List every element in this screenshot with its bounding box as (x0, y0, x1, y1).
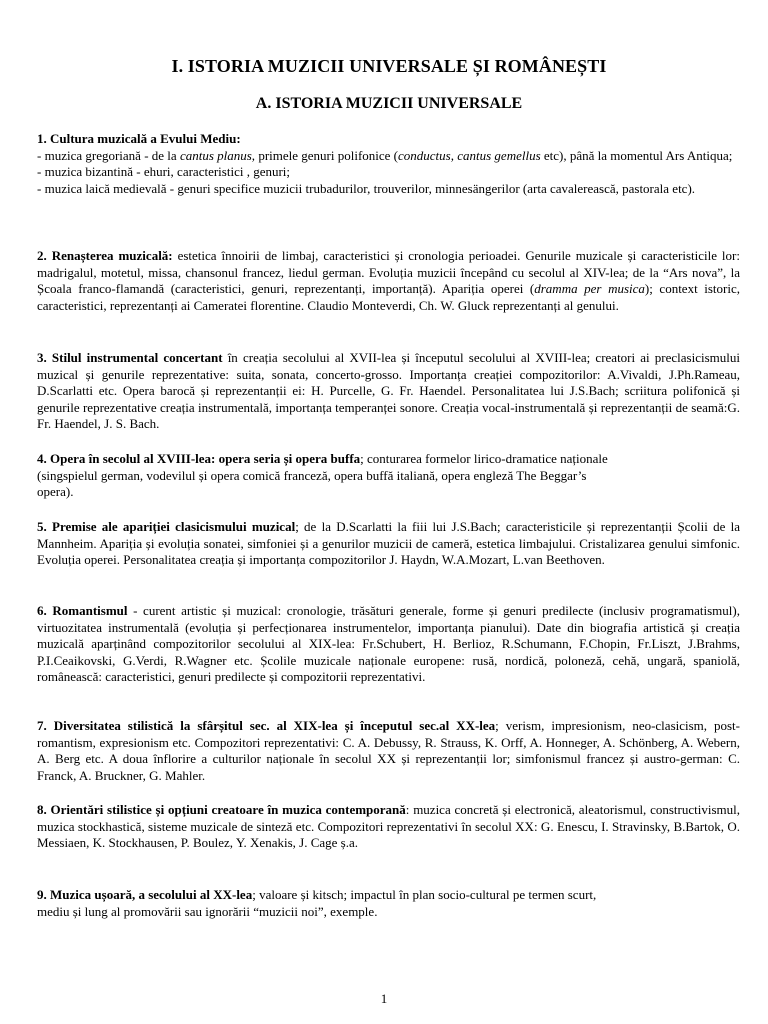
section-9 (37, 887, 740, 920)
section-6: 6. Romantismul - curent artistic și muzical: cronologie, trăsături generale, forme și genuri predilecte (inclusiv programatismul), virtuozitatea instrumentală (evoluția și perfecționarea instrumentelor, importanța pianului). Date din biografia artistică și creația muzicală aparținând compozitorilor secolului al XIX-lea: Fr.Schubert, H. Berlioz, R.Schumann, F.Chopin, Fr.Liszt, J.Brahms, P.I.Ceaikovski, G.Verdi, R.Wagner etc. Școlile muzicale naționale europene: rusă, nordică, poloneză, cehă, ungară, spaniolă, românească: caracteristici, genuri predilecte și compozitorii reprezentativi. (37, 603, 740, 685)
section-1-heading: 1. Cultura muzicală a Evului Mediu: (37, 131, 241, 146)
section-5: 5. Premise ale apariției clasicismului muzical; de la D.Scarlatti la fiii lui J.S.Bach; caracteristicile și reprezentanții Școlii de la Mannheim. Apariția și evoluția sonatei, simfoniei și a genurilor muzicii de cameră, estetica limbajului. Cristalizarea genului simfonic. Evoluția operei. Personalitatea creația și importanța compozitorilor J. Haydn, W.A.Mozart, L.van Beethoven. (37, 519, 740, 568)
section-1-line-3: - muzica laică medievală - genuri specifice muzicii trubadurilor, trouverilor, minnesängerilor (arta cavalerească, pastorala etc). (37, 180, 696, 196)
section-2-heading: 2. Renașterea muzicală: (37, 248, 173, 263)
page-number: 1 (380, 991, 388, 1006)
section-1-line-1: - muzica gregoriană - de la cantus planus, primele genuri polifonice (conductus, cantus gemellus etc), până la momentul Ars Antiqua; (37, 147, 733, 163)
section-9-line-2: mediu și lung al promovării sau ignorării “muzicii noi”, exemple. (37, 903, 378, 919)
section-2: 2. Renașterea muzicală: estetica înnoirii de limbaj, caracteristici și cronologia perioadei. Genurile muzicale și caracteristicile lor: madrigalul, motetul, missa, chansonul francez, liedul german. Evoluția muzicii începând cu secolul al XIV-lea; de la “Ars nova”, la Școala franco-flamandă (caracteristici, genuri, reprezentanți, importanță). Apariția operei (dramma per musica); context istoric, caracteristici, reprezentanți ai Cameratei florentine. Claudio Monteverdi, Ch. W. Gluck reprezentanți al genului. (37, 248, 741, 313)
section-4-line-1: 4. Opera în secolul al XVIII-lea: opera seria și opera buffa; conturarea formelor lirico-dramatice naționale (37, 451, 608, 466)
section-1-line-2: - muzica bizantină - ehuri, caracteristici , genuri; (37, 164, 291, 180)
page-title: I. ISTORIA MUZICII UNIVERSALE ȘI ROMÂNEȘTI (171, 56, 607, 76)
section-4 (37, 451, 740, 501)
section-8-heading: 8. Orientări stilistice și opțiuni creatoare în muzica contemporană (37, 802, 406, 817)
section-3-heading: 3. Stilul instrumental concertant (37, 350, 223, 365)
section-title: A. ISTORIA MUZICII UNIVERSALE (255, 95, 523, 112)
section-3: 3. Stilul instrumental concertant în creația secolului al XVII-lea și începutul secolului al XVIII-lea; creatori ai preclasicismului muzical și genurile reprezentative: suita, sonata, concerto-grosso. Importanța creației compozitorilor: A.Vivaldi, J.Ph.Rameau, D.Scarlatti etc. Opera barocă și reprezentanții ei: H. Purcelle, G. Fr. Haendel. Personalitatea lui J.S.Bach; scriitura polifonică și genurile reprezentative creația instrumentală, importanța temperanței sonore. Creația vocal-instrumentală și reprezentanții de seamă:G. Fr. Haendel, J. S. Bach. (37, 350, 741, 432)
section-8: 8. Orientări stilistice și opțiuni creatoare în muzica contemporană: muzica concretă și electronică, aleatorismul, constructivismul, muzica stockhastică, sisteme muzicale de sinteză etc. Compozitori reprezentativi în secolul XX: G. Enescu, I. Stravinsky, B.Bartok, O. Messiaen, K. Stockhausen, P. Boulez, Y. Xenakis, J. Cage ș.a. (37, 802, 740, 851)
section-7: 7. Diversitatea stilistică la sfârșitul sec. al XIX-lea și începutul sec.al XX-lea; verism, impresionism, neo-clasicism, post-romantism, expresionism etc. Compozitori reprezentativi: C. A. Debussy, R. Strauss, K. Orff, A. Honneger, A. Schönberg, A. Webern, A. Berg etc. A doua înflorire a culturilor naționale în secolul XX și reprezentanții lor; simfonismul francez și austro-german: C. Franck, A. Bruckner, G. Mahler. (37, 718, 740, 783)
section-4-line-3: opera). (37, 484, 74, 500)
section-1 (37, 131, 740, 197)
section-4-line-2: (singspielul german, vodevilul și opera comică franceză, opera buffă italiană, opera engleză The Beggar’s (37, 467, 587, 483)
section-5-heading: 5. Premise ale apariției clasicismului muzical (37, 519, 296, 534)
section-9-line-1: 9. Muzica ușoară, a secolului al XX-lea; valoare și kitsch; impactul în plan socio-cultural pe termen scurt, (37, 887, 597, 902)
section-7-heading: 7. Diversitatea stilistică la sfârșitul sec. al XIX-lea și începutul sec.al XX-lea (37, 718, 496, 733)
section-6-heading: 6. Romantismul (37, 603, 128, 618)
